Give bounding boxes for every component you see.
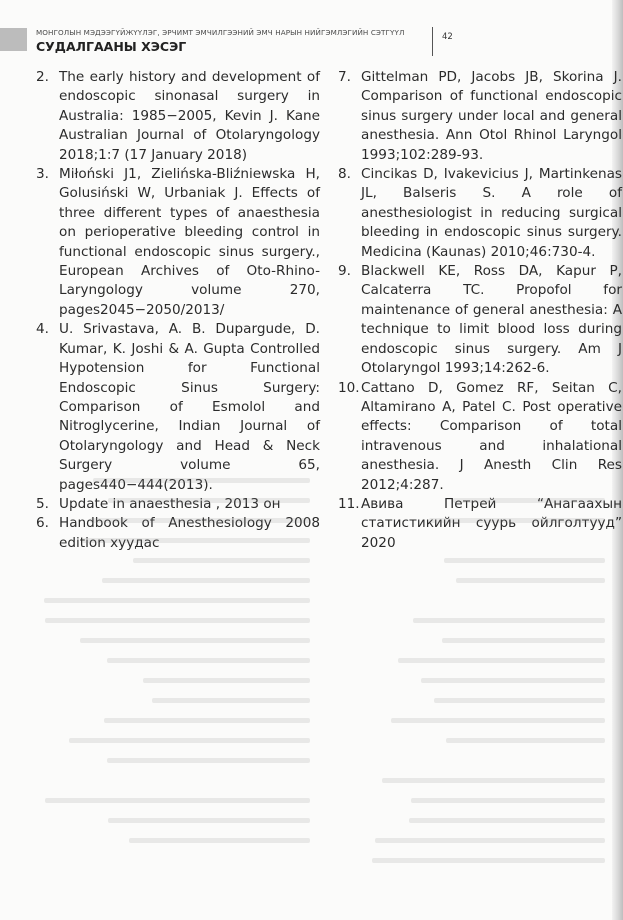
reference-text: Handbook of Anesthesiology 2008 edition хуудас — [59, 515, 320, 551]
reference-number: 6. — [36, 515, 49, 532]
reference-number: 7. — [338, 69, 351, 85]
bleed-line — [45, 798, 310, 803]
reference-text: The early history and development of endoscopic sinonasal surgery in Australia: 1985−2005, Kevin J. Kane Australian Journal of Otolaryngology 2018;1:7 (17 January 2018) — [59, 69, 320, 163]
reference-item — [36, 495, 320, 514]
bleed-line — [398, 658, 605, 663]
bleed-line — [143, 678, 310, 683]
reference-text: Cattano D, Gomez RF, Seitan C, Altamirano A, Patel C. Post operative effects: Comparison of total intravenous and inhalational anesthesia. J Anesth Clin Res 2012;4:287. — [361, 379, 622, 493]
reference-number: 4. — [36, 321, 49, 338]
bleed-line — [152, 698, 310, 703]
bleed-line — [44, 598, 310, 603]
reference-text: Авива Петрей “Анагаахын статистикийн суурь ойлголтууд” 2020 — [361, 495, 622, 551]
reference-item — [36, 68, 320, 165]
bleed-line — [442, 638, 605, 643]
reference-text: Cincikas D, Ivakevicius J, Martinkenas JL, Balseris S. A role of anesthesiologist in reducing surgical bleeding in endoscopic sinus surgery. Medicina (Kaunas) 2010;46:730-4. — [361, 166, 622, 260]
references-left-column — [36, 68, 320, 553]
reference-number: 11. — [338, 495, 360, 512]
reference-item — [36, 320, 320, 495]
bleed-line — [372, 858, 605, 863]
bleed-line — [133, 558, 310, 563]
reference-number: 10. — [338, 379, 360, 396]
reference-item — [338, 495, 622, 553]
reference-number: 2. — [36, 69, 49, 85]
bleed-line — [45, 618, 310, 623]
bleed-line — [108, 818, 310, 823]
bleed-line — [375, 838, 605, 843]
references-right-column — [338, 68, 622, 553]
reference-item — [338, 165, 622, 262]
reference-item — [338, 379, 622, 495]
reference-item — [338, 68, 622, 165]
reference-item — [338, 262, 622, 378]
bleed-line — [421, 678, 605, 683]
header-divider — [432, 27, 433, 56]
page-number: 42 — [442, 32, 453, 42]
reference-number: 3. — [36, 166, 49, 183]
bleed-line — [69, 738, 310, 743]
bleed-line — [107, 658, 310, 663]
bleed-line — [409, 818, 605, 823]
bleed-line — [102, 578, 310, 583]
reference-text: Gittelman PD, Jacobs JB, Skorina J. Comparison of functional endoscopic sinus surgery under local and general anesthesia. Ann Otol Rhinol Laryngol 1993;102:289-93. — [361, 69, 622, 163]
bleed-line — [434, 698, 605, 703]
reference-text: Blackwell KE, Ross DA, Kapur P, Calcaterra TC. Propofol for maintenance of general anesthesia: A technique to limit blood loss during endoscopic sinus surgery. Am J Otolaryngol 1993;14:262-6. — [361, 263, 622, 377]
reference-item — [36, 514, 320, 553]
reference-number: 5. — [36, 495, 49, 512]
bleed-line — [391, 718, 605, 723]
header-color-block — [0, 28, 27, 51]
journal-name: МОНГОЛЫН МЭДЭЭГҮЙЖҮҮЛЭГ, ЭРЧИМТ ЭМЧИЛГЭЭНИЙ ЭМЧ НАРЫН НИЙГЭМЛЭГИЙН СЭТГҮҮЛ — [36, 28, 405, 37]
reference-number: 8. — [338, 166, 351, 183]
reference-item — [36, 165, 320, 320]
bleed-line — [444, 558, 605, 563]
bleed-line — [104, 718, 310, 723]
reference-number: 9. — [338, 263, 351, 280]
bleed-line — [129, 838, 310, 843]
reference-text: Miłoński J1, Zielińska-Bliźniewska H, Golusiński W, Urbaniak J. Effects of three different types of anaesthesia on perioperative bleeding control in functional endoscopic sinus surgery., European Archives of Oto-Rhino-Laryngology volume 270, pages2045−2050/2013/ — [59, 166, 320, 318]
bleed-line — [456, 578, 605, 583]
section-title: СУДАЛГААНЫ ХЭСЭГ — [36, 39, 187, 54]
bleed-line — [382, 778, 605, 783]
bleed-line — [413, 618, 605, 623]
bleed-line — [80, 638, 310, 643]
bleed-line — [446, 738, 605, 743]
bleed-line — [411, 798, 605, 803]
bleed-line — [107, 758, 310, 763]
reference-text: Update in anaesthesia , 2013 он — [59, 495, 281, 512]
reference-text: U. Srivastava, A. B. Dupargude, D. Kumar, K. Joshi & A. Gupta Controlled Hypotension for Functional Endoscopic Sinus Surgery: Comparison of Esmolol and Nitroglycerine, Indian Journal of Otolaryngology and Head & Neck Surgery volume 65, pages440−444(2013). — [59, 321, 320, 493]
